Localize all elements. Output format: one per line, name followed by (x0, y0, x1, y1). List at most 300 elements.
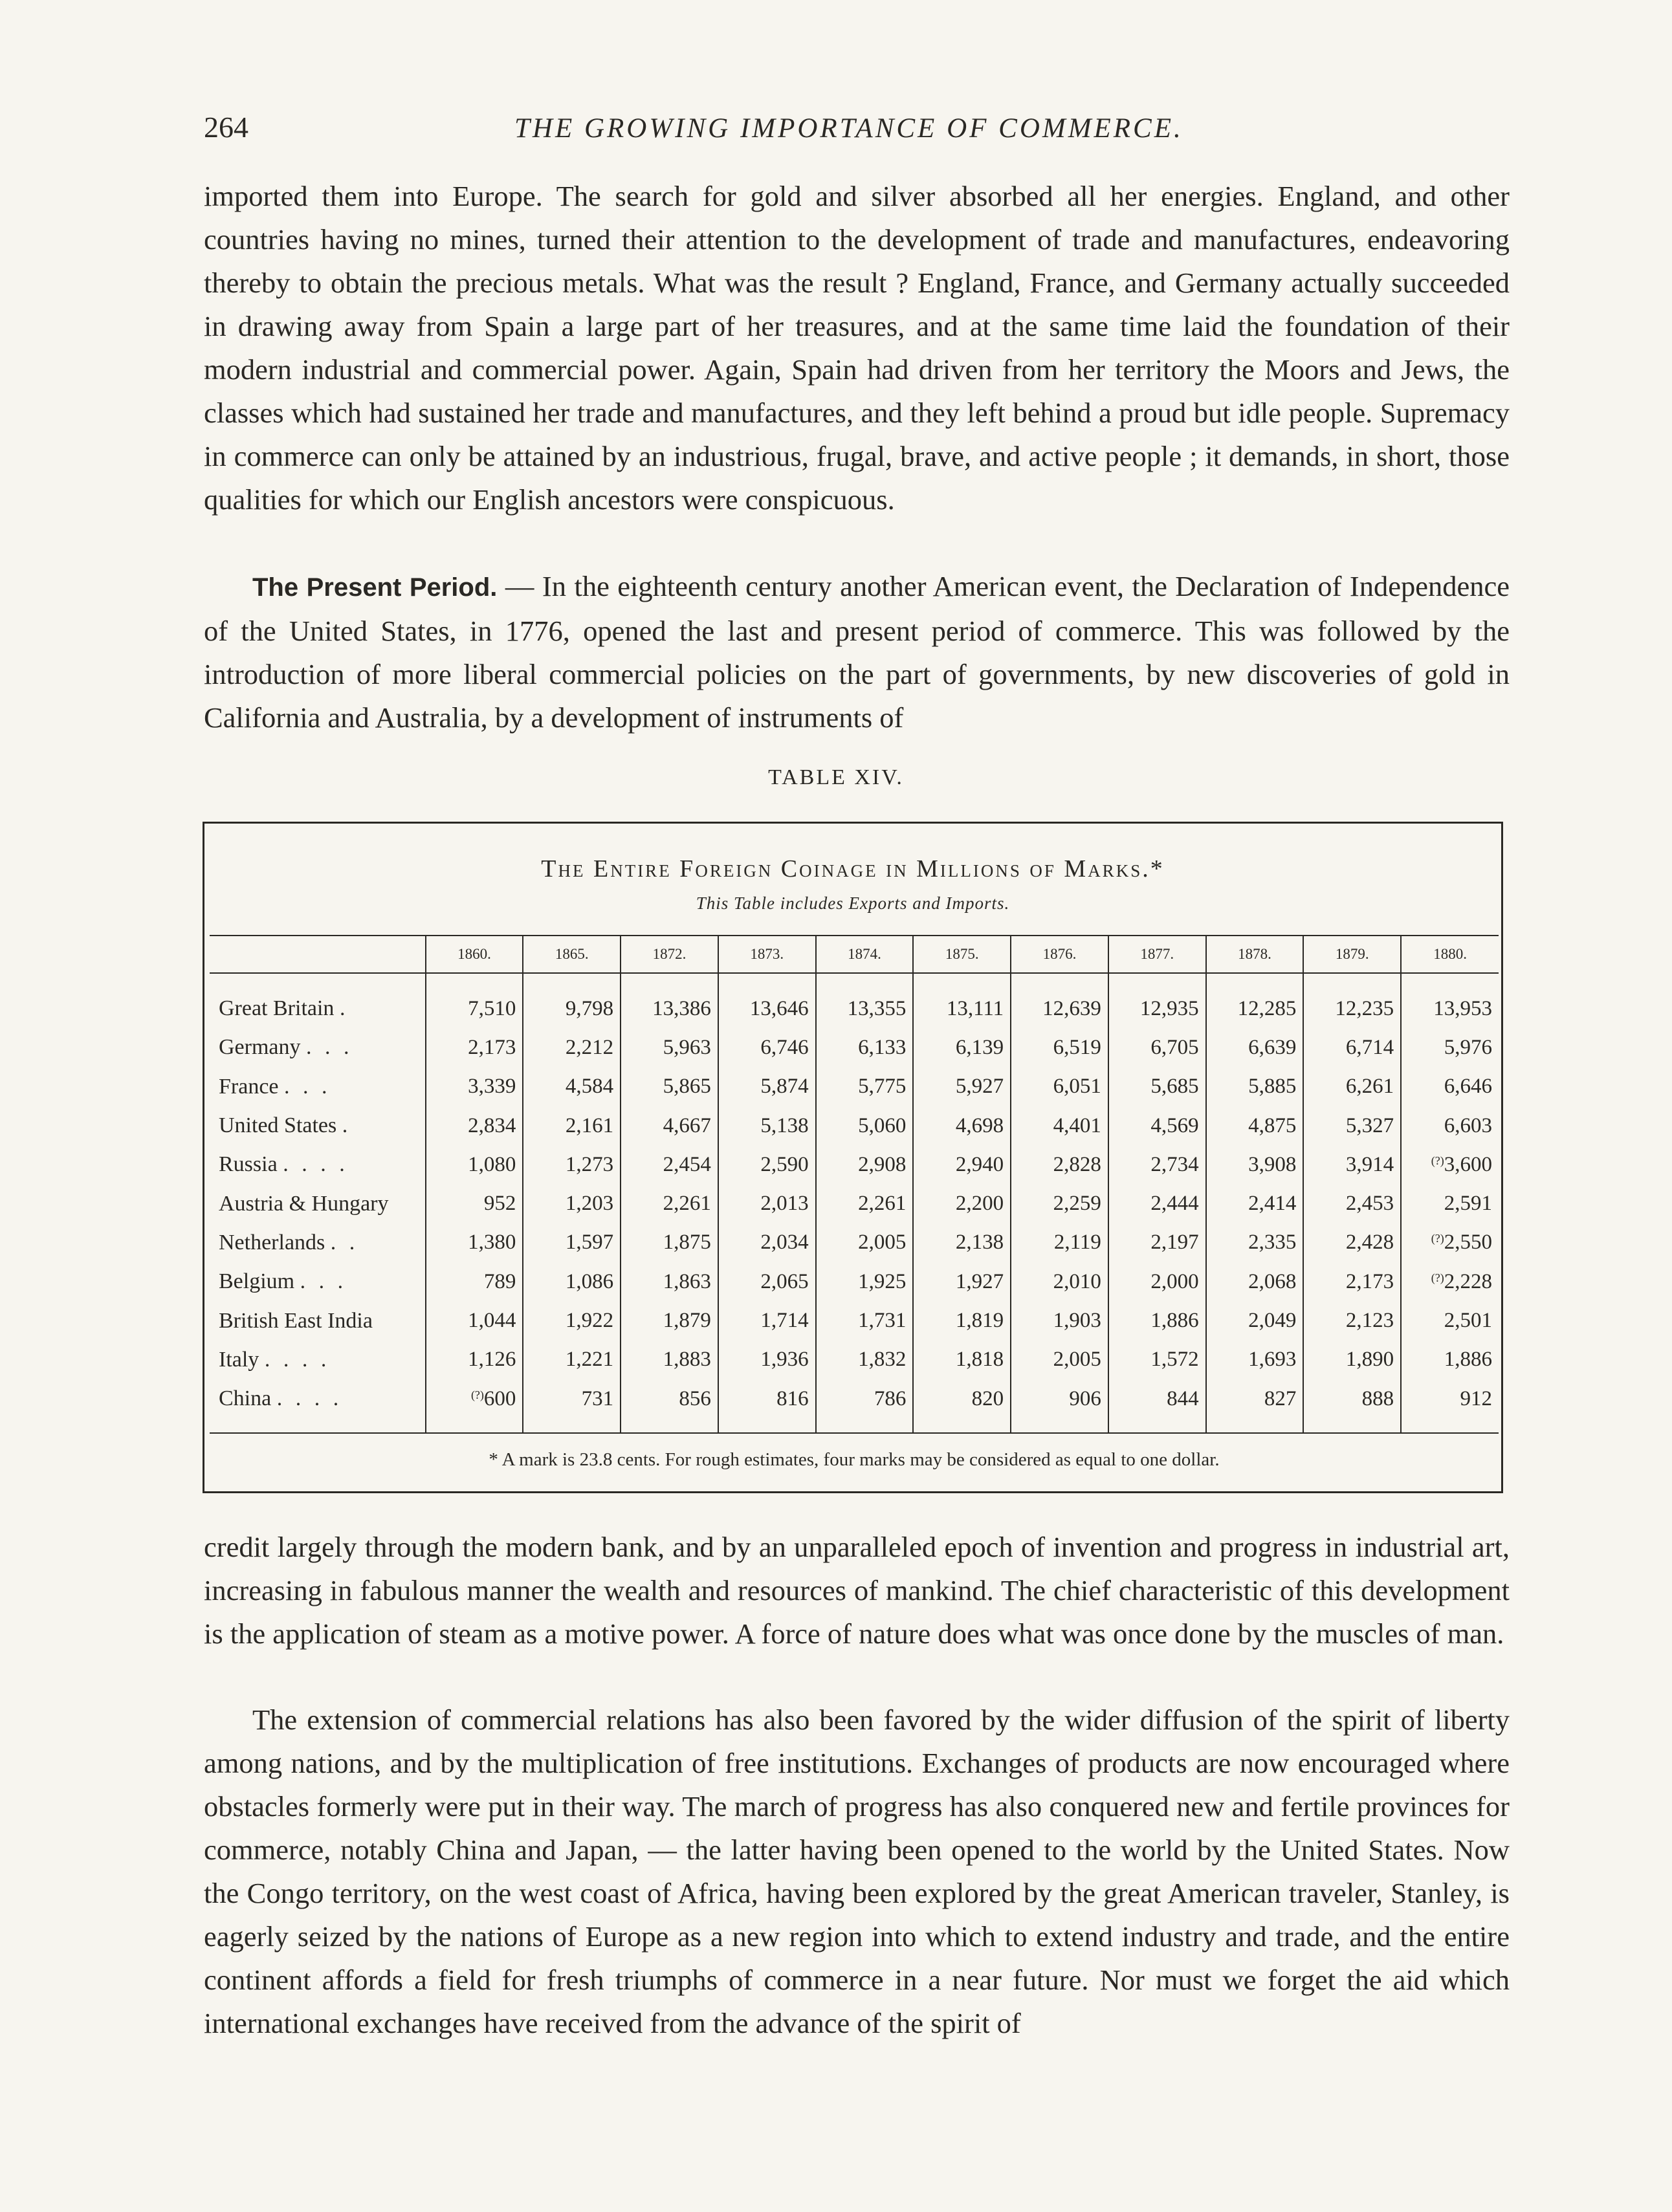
value-cell (913, 1223, 1011, 1262)
value-cell (523, 1379, 621, 1433)
cell-value: 1,273 (565, 1152, 614, 1176)
table-row (210, 1106, 1499, 1145)
cell-value: 2,259 (1053, 1192, 1101, 1216)
value-cell (1206, 1379, 1304, 1433)
value-cell (1108, 1341, 1206, 1379)
value-cell (1011, 973, 1108, 1028)
value-cell (1401, 1262, 1499, 1301)
value-cell (1108, 1301, 1206, 1340)
cell-value: 856 (679, 1386, 711, 1410)
value-cell (1401, 1068, 1499, 1106)
value-cell (621, 1262, 718, 1301)
cell-value: 789 (483, 1269, 516, 1293)
value-cell (1108, 1106, 1206, 1145)
cell-value: 12,935 (1139, 996, 1199, 1020)
value-cell (1108, 1145, 1206, 1184)
year-header: 1872. (621, 936, 718, 973)
value-cell (718, 1379, 816, 1433)
table-footnote: * A mark is 23.8 cents. For rough estimates, four marks may be considered as equal to one dollar. (210, 1433, 1499, 1485)
cell-value: 1,714 (760, 1309, 809, 1333)
year-header: 1877. (1108, 936, 1206, 973)
value-cell (913, 1068, 1011, 1106)
cell-value: 844 (1167, 1386, 1199, 1410)
cell-value: 2,590 (760, 1152, 809, 1176)
cell-value: 6,133 (858, 1035, 907, 1059)
cell-value: 1,875 (663, 1231, 711, 1254)
cell-value: 820 (971, 1386, 1004, 1410)
value-cell (1303, 1301, 1401, 1340)
country-cell (210, 1379, 426, 1433)
table-row (210, 973, 1499, 1028)
cell-value: 5,138 (760, 1113, 809, 1137)
value-cell (1011, 1068, 1108, 1106)
cell-value: 1,832 (858, 1348, 907, 1372)
cell-value: 6,519 (1053, 1035, 1101, 1059)
value-cell (816, 1379, 914, 1433)
value-cell (1108, 1379, 1206, 1433)
value-cell (718, 1341, 816, 1379)
value-cell (1303, 1223, 1401, 1262)
paragraph-3: credit largely through the modern bank, and by an unparalleled epoch of invention and progress in industrial art, increasing in fabulous manner the wealth and resources of mankind. The chief characteristic of this development is the application of steam as a motive power. A force of nature does what was once done by the muscles of man. (204, 1531, 1510, 1650)
cell-value: 1,922 (565, 1309, 614, 1333)
cell-value: 5,327 (1345, 1113, 1394, 1137)
value-cell (913, 1341, 1011, 1379)
cell-value: 9,798 (565, 996, 614, 1020)
country-cell (210, 1028, 426, 1067)
cell-value: 2,261 (663, 1192, 711, 1216)
cell-value: 2,454 (663, 1152, 711, 1176)
year-header: 1865. (523, 936, 621, 973)
cell-value: 1,731 (858, 1309, 907, 1333)
cell-value: 1,883 (663, 1348, 711, 1372)
cell-value: 2,161 (565, 1113, 614, 1137)
cell-value: 3,600 (1444, 1152, 1492, 1176)
cell-value: 4,401 (1053, 1113, 1101, 1137)
cell-value: 2,065 (760, 1269, 809, 1293)
value-cell (621, 1341, 718, 1379)
cell-value: 6,261 (1345, 1075, 1394, 1099)
paragraph-4: The extension of commercial relations has also been favored by the wider diffusion of the spirit of liberty among nations, and by the multiplication of free institutions. Exchanges of products are now encouraged where obstacles formerly were put in their way. The march of progress has also conquered new and fertile provinces for commerce, notably China and Japan, — the latter having been opened to the world by the United States. Now the Congo territory, on the west coast of Africa, having been explored by the great American traveler, Stanley, is eagerly seized by the nations of Europe as a new region into which to extend industry and trade, and the entire continent affords a field for fresh triumphs of commerce in a near future. Nor must we forget the aid which international exchanges have received from the advance of the spirit of (204, 1703, 1510, 2039)
cell-value: 4,698 (955, 1113, 1004, 1137)
leader-dots: . . . . (276, 1386, 343, 1411)
value-cell (1108, 1068, 1206, 1106)
table-title: The Entire Foreign Coinage in Millions of Marks.* (541, 855, 1165, 882)
value-cell (816, 1262, 914, 1301)
value-cell (523, 1301, 621, 1340)
cell-value: 3,339 (468, 1075, 516, 1099)
value-cell (426, 1106, 523, 1145)
cell-value: 2,119 (1053, 1231, 1101, 1254)
value-cell (621, 973, 718, 1028)
country-cell (210, 1223, 426, 1262)
cell-value: 2,123 (1345, 1309, 1394, 1333)
value-cell (621, 1379, 718, 1433)
value-cell (1206, 973, 1304, 1028)
table-header-blank (210, 936, 426, 973)
uncertain-marker: (?) (470, 1388, 484, 1401)
country-name: British East India (219, 1308, 373, 1333)
paragraph-1: imported them into Europe. The search for gold and silver absorbed all her energies. England, and other countries having no mines, turned their attention to the development of trade and manufactures, endeavoring thereby to obtain the precious metals. What was the result ? England, France, and Germany actually succeeded in drawing away from Spain a large part of her treasures, and at the same time laid the foundation of their modern industrial and commercial power. Again, Spain had driven from her territory the Moors and Jews, the classes which had sustained her trade and manufactures, and they left behind a proud but idle people. Supremacy in commerce can only be attained by an industrious, frugal, brave, and active people ; it demands, in short, those qualities for which our English ancestors were conspicuous. (204, 180, 1510, 516)
value-cell (1108, 1223, 1206, 1262)
cell-value: 1,863 (663, 1269, 711, 1293)
value-cell (523, 1262, 621, 1301)
cell-value: 1,380 (468, 1231, 516, 1254)
cell-value: 6,051 (1053, 1075, 1101, 1099)
value-cell (1108, 1184, 1206, 1223)
value-cell (1303, 1028, 1401, 1067)
cell-value: 2,173 (1345, 1269, 1394, 1293)
table-header-row (210, 936, 1499, 973)
country-cell (210, 1262, 426, 1301)
table-frame (203, 822, 1503, 1493)
country-name: United States (219, 1113, 337, 1138)
cell-value: 2,261 (858, 1192, 907, 1216)
coinage-table (210, 935, 1499, 1485)
cell-value: 5,874 (760, 1075, 809, 1099)
table-body (210, 973, 1499, 1433)
cell-value: 2,005 (1053, 1348, 1101, 1372)
page-number: 264 (204, 111, 248, 144)
country-cell (210, 1341, 426, 1379)
value-cell (718, 1068, 816, 1106)
year-header: 1880. (1401, 936, 1499, 973)
cell-value: 1,818 (955, 1348, 1004, 1372)
cell-value: 5,885 (1248, 1075, 1297, 1099)
year-header: 1879. (1303, 936, 1401, 973)
value-cell (913, 1028, 1011, 1067)
value-cell (816, 1341, 914, 1379)
cell-value: 5,685 (1150, 1075, 1199, 1099)
cell-value: 4,667 (663, 1113, 711, 1137)
cell-value: 6,705 (1150, 1035, 1199, 1059)
value-cell (718, 1301, 816, 1340)
cell-value: 1,044 (468, 1309, 516, 1333)
year-header: 1874. (816, 936, 914, 973)
cell-value: 1,572 (1150, 1348, 1199, 1372)
year-header: 1860. (426, 936, 523, 973)
value-cell (1011, 1301, 1108, 1340)
country-name: Austria & Hungary (219, 1191, 389, 1216)
value-cell (523, 1184, 621, 1223)
cell-value: 6,603 (1444, 1113, 1492, 1137)
value-cell (1206, 1262, 1304, 1301)
value-cell (1401, 973, 1499, 1028)
value-cell (621, 1145, 718, 1184)
cell-value: 1,886 (1150, 1309, 1199, 1333)
cell-value: 5,963 (663, 1035, 711, 1059)
value-cell (913, 1379, 1011, 1433)
value-cell (1206, 1106, 1304, 1145)
cell-value: 1,890 (1345, 1348, 1394, 1372)
cell-value: 2,940 (955, 1152, 1004, 1176)
value-cell (1401, 1301, 1499, 1340)
table-row (210, 1068, 1499, 1106)
value-cell (621, 1223, 718, 1262)
country-name: Great Britain (219, 996, 335, 1021)
value-cell (523, 1223, 621, 1262)
cell-value: 906 (1069, 1386, 1101, 1410)
value-cell (523, 1145, 621, 1184)
country-name: Belgium (219, 1269, 295, 1294)
value-cell (426, 1379, 523, 1433)
leader-dots: . (342, 1113, 352, 1138)
value-cell (816, 1145, 914, 1184)
cell-value: 2,138 (955, 1231, 1004, 1254)
value-cell (913, 1262, 1011, 1301)
leader-dots: . . . . (283, 1152, 349, 1177)
cell-value: 5,927 (955, 1075, 1004, 1099)
cell-value: 13,355 (847, 996, 907, 1020)
cell-value: 3,908 (1248, 1152, 1297, 1176)
value-cell (1206, 1223, 1304, 1262)
cell-value: 1,080 (468, 1152, 516, 1176)
value-cell (426, 1145, 523, 1184)
cell-value: 6,646 (1444, 1075, 1492, 1099)
uncertain-marker: (?) (1431, 1154, 1444, 1167)
cell-value: 2,834 (468, 1113, 516, 1137)
value-cell (1303, 1184, 1401, 1223)
leader-dots: . . (330, 1230, 359, 1254)
cell-value: 2,200 (955, 1192, 1004, 1216)
cell-value: 6,639 (1248, 1035, 1297, 1059)
value-cell (621, 1184, 718, 1223)
cell-value: 731 (581, 1386, 614, 1410)
uncertain-marker: (?) (1431, 1271, 1444, 1284)
country-name: Netherlands (219, 1230, 325, 1254)
leader-dots: . . . . (264, 1347, 331, 1372)
table-label: TABLE XIV. (768, 765, 904, 789)
value-cell (816, 1301, 914, 1340)
value-cell (1011, 1262, 1108, 1301)
cell-value: 1,221 (565, 1348, 614, 1372)
value-cell (913, 1106, 1011, 1145)
cell-value: 1,693 (1248, 1348, 1297, 1372)
cell-value: 2,212 (565, 1035, 614, 1059)
value-cell (1206, 1145, 1304, 1184)
value-cell (816, 1223, 914, 1262)
value-cell (1011, 1379, 1108, 1433)
value-cell (1401, 1223, 1499, 1262)
paragraph-2: The Present Period. — In the eighteenth century another American event, the Declaration of Independence of the United States, in 1776, opened the last and present period of commerce. This was followed by the introduction of more liberal commercial policies on the part of governments, by new discoveries of gold in California and Australia, by a development of instruments of (204, 570, 1510, 734)
cell-value: 827 (1264, 1386, 1297, 1410)
value-cell (1011, 1145, 1108, 1184)
cell-value: 5,060 (858, 1113, 907, 1137)
value-cell (426, 1223, 523, 1262)
value-cell (426, 1341, 523, 1379)
value-cell (1401, 1379, 1499, 1433)
value-cell (1011, 1184, 1108, 1223)
value-cell (426, 1028, 523, 1067)
value-cell (621, 1301, 718, 1340)
cell-value: 1,903 (1053, 1309, 1101, 1333)
cell-value: 13,111 (946, 996, 1004, 1020)
value-cell (523, 973, 621, 1028)
cell-value: 2,010 (1053, 1269, 1101, 1293)
value-cell (621, 1106, 718, 1145)
table-row (210, 1301, 1499, 1340)
cell-value: 786 (874, 1386, 907, 1410)
value-cell (1206, 1341, 1304, 1379)
value-cell (621, 1028, 718, 1067)
value-cell (523, 1068, 621, 1106)
value-cell (523, 1106, 621, 1145)
cell-value: 2,000 (1150, 1269, 1199, 1293)
cell-value: 12,639 (1042, 996, 1101, 1020)
value-cell (913, 1301, 1011, 1340)
section-heading: The Present Period. (252, 573, 498, 602)
value-cell (426, 1262, 523, 1301)
cell-value: 2,197 (1150, 1231, 1199, 1254)
table-row (210, 1184, 1499, 1223)
value-cell (718, 1145, 816, 1184)
cell-value: 2,444 (1150, 1192, 1199, 1216)
cell-value: 816 (776, 1386, 809, 1410)
cell-value: 952 (483, 1192, 516, 1216)
cell-value: 2,173 (468, 1035, 516, 1059)
cell-value: 4,875 (1248, 1113, 1297, 1137)
cell-value: 3,914 (1345, 1152, 1394, 1176)
cell-value: 5,775 (858, 1075, 907, 1099)
table-row (210, 1223, 1499, 1262)
value-cell (1401, 1106, 1499, 1145)
value-cell (1011, 1223, 1108, 1262)
cell-value: 1,927 (955, 1269, 1004, 1293)
value-cell (1011, 1028, 1108, 1067)
value-cell (1206, 1028, 1304, 1067)
cell-value: 12,235 (1335, 996, 1394, 1020)
cell-value: 1,886 (1444, 1348, 1492, 1372)
country-name: China (219, 1386, 272, 1411)
value-cell (1108, 1028, 1206, 1067)
running-title: THE GROWING IMPORTANCE OF COMMERCE. (514, 113, 1183, 144)
cell-value: 2,428 (1345, 1231, 1394, 1254)
year-header: 1873. (718, 936, 816, 973)
cell-value: 6,714 (1345, 1035, 1394, 1059)
value-cell (1303, 1379, 1401, 1433)
cell-value: 2,034 (760, 1231, 809, 1254)
table-row (210, 1145, 1499, 1184)
cell-value: 1,086 (565, 1269, 614, 1293)
value-cell (426, 1184, 523, 1223)
year-header: 1878. (1206, 936, 1304, 973)
value-cell (718, 1184, 816, 1223)
cell-value: 2,828 (1053, 1152, 1101, 1176)
value-cell (1303, 1341, 1401, 1379)
cell-value: 2,049 (1248, 1309, 1297, 1333)
cell-value: 1,925 (858, 1269, 907, 1293)
cell-value: 2,228 (1444, 1269, 1492, 1293)
value-cell (1401, 1341, 1499, 1379)
cell-value: 888 (1361, 1386, 1394, 1410)
country-cell (210, 1145, 426, 1184)
value-cell (1401, 1145, 1499, 1184)
country-cell (210, 1184, 426, 1223)
value-cell (523, 1028, 621, 1067)
table-row (210, 1341, 1499, 1379)
cell-value: 5,976 (1444, 1035, 1492, 1059)
leader-dots: . . . (306, 1035, 353, 1060)
table-footnote-row (210, 1433, 1499, 1485)
cell-value: 1,936 (760, 1348, 809, 1372)
country-cell (210, 1068, 426, 1106)
cell-value: 6,746 (760, 1035, 809, 1059)
page-header (204, 110, 1537, 149)
value-cell (816, 1068, 914, 1106)
value-cell (523, 1341, 621, 1379)
cell-value: 2,734 (1150, 1152, 1199, 1176)
table-subtitle: This Table includes Exports and Imports. (696, 893, 1010, 913)
year-header: 1876. (1011, 936, 1108, 973)
country-name: Germany (219, 1035, 301, 1060)
cell-value: 7,510 (468, 996, 516, 1020)
value-cell (1108, 1262, 1206, 1301)
value-cell (426, 1301, 523, 1340)
value-cell (1206, 1068, 1304, 1106)
value-cell (1206, 1184, 1304, 1223)
value-cell (1011, 1106, 1108, 1145)
uncertain-marker: (?) (1431, 1232, 1444, 1245)
leader-dots: . . . (284, 1074, 331, 1099)
cell-value: 13,953 (1433, 996, 1492, 1020)
cell-value: 5,865 (663, 1075, 711, 1099)
value-cell (913, 1184, 1011, 1223)
value-cell (1303, 1145, 1401, 1184)
value-cell (718, 1223, 816, 1262)
country-name: France (219, 1074, 279, 1099)
cell-value: 1,597 (565, 1231, 614, 1254)
cell-value: 13,386 (652, 996, 711, 1020)
cell-value: 1,203 (565, 1192, 614, 1216)
value-cell (1206, 1301, 1304, 1340)
value-cell (1011, 1341, 1108, 1379)
value-cell (1303, 1262, 1401, 1301)
country-cell (210, 1106, 426, 1145)
leader-dots: . . . (300, 1269, 347, 1294)
value-cell (816, 1184, 914, 1223)
country-name: Russia (219, 1152, 278, 1177)
cell-value: 4,569 (1150, 1113, 1199, 1137)
cell-value: 2,005 (858, 1231, 907, 1254)
cell-value: 2,908 (858, 1152, 907, 1176)
leader-dots: . (339, 996, 349, 1021)
value-cell (718, 1262, 816, 1301)
year-header: 1875. (913, 936, 1011, 973)
country-cell (210, 1301, 426, 1340)
value-cell (718, 1106, 816, 1145)
cell-value: 1,819 (955, 1309, 1004, 1333)
value-cell (913, 973, 1011, 1028)
value-cell (426, 1068, 523, 1106)
cell-value: 2,501 (1444, 1309, 1492, 1333)
value-cell (718, 973, 816, 1028)
cell-value: 2,414 (1248, 1192, 1297, 1216)
cell-value: 12,285 (1237, 996, 1297, 1020)
cell-value: 912 (1460, 1386, 1492, 1410)
table-row (210, 1262, 1499, 1301)
value-cell (1303, 1106, 1401, 1145)
value-cell (913, 1145, 1011, 1184)
cell-value: 6,139 (955, 1035, 1004, 1059)
value-cell (1108, 973, 1206, 1028)
cell-value: 2,068 (1248, 1269, 1297, 1293)
table-row (210, 1028, 1499, 1067)
cell-value: 600 (483, 1386, 516, 1410)
country-name: Italy (219, 1347, 259, 1372)
value-cell (816, 1028, 914, 1067)
cell-value: 2,591 (1444, 1192, 1492, 1216)
value-cell (621, 1068, 718, 1106)
cell-value: 4,584 (565, 1075, 614, 1099)
